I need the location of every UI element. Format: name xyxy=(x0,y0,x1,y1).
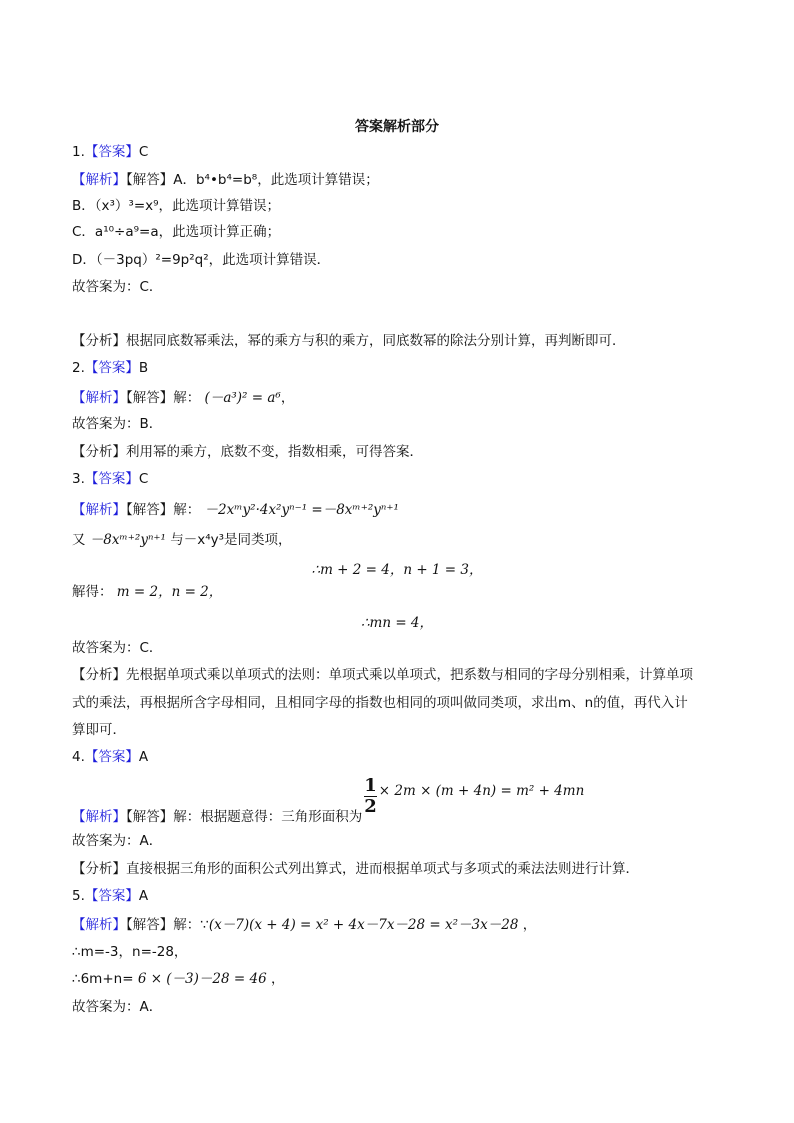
q1-conclusion: 故答案为：C． xyxy=(72,279,163,295)
q5-compute: ∴6m+n= 6 × (－3)－28 = 46 ， xyxy=(72,971,285,987)
q1-option-b: B．（x³）³=x⁹，此选项计算错误； xyxy=(72,198,281,214)
q3-reason-2: 式的乘法，再根据所含字母相同，且相同字母的指数也相同的项叫做同类项，求出m、n的值，再代入计 xyxy=(72,695,688,711)
q3-conclusion: 故答案为：C． xyxy=(72,640,163,656)
q1-option-d: D．（－3pq）²=9p²q²，此选项计算错误． xyxy=(72,252,331,268)
q2-solution: 【解析】【解答】解： (－a³)² = a⁶， xyxy=(72,390,295,406)
q5-conclusion: 故答案为：A． xyxy=(72,999,163,1015)
q1-reason: 【分析】根据同底数幂乘法，幂的乘方与积的乘方，同底数幂的除法分别计算，再判断即可． xyxy=(72,333,626,349)
q1-answer: 1.【答案】C xyxy=(72,144,149,160)
q5-answer: 5.【答案】A xyxy=(72,888,149,904)
q3-solve: 解得： m = 2，n = 2， xyxy=(72,584,223,600)
q3-like-terms: 又 －8xᵐ⁺²yⁿ⁺¹ 与－x⁴y³是同类项， xyxy=(72,532,292,548)
fraction: $\frac{1}{2}$ xyxy=(364,775,377,817)
q5-values: ∴m=-3，n=-28， xyxy=(72,944,188,960)
q3-result: ∴mn = 4， xyxy=(360,615,434,631)
q4-conclusion: 故答案为：A． xyxy=(72,833,163,849)
q3-answer: 3.【答案】C xyxy=(72,471,149,487)
page-title: 答案解析部分 xyxy=(355,119,439,135)
q3-reason-1: 【分析】先根据单项式乘以单项式的法则：单项式乘以单项式，把系数与相同的字母分别相乘，计算单项 xyxy=(72,667,693,683)
q3-solution: 【解析】【解答】解： －2xᵐy²·4x²yⁿ⁻¹ =－8xᵐ⁺²yⁿ⁺¹ xyxy=(72,502,399,518)
q3-equations: ∴m + 2 = 4，n + 1 = 3， xyxy=(311,562,483,578)
q2-answer: 2.【答案】B xyxy=(72,360,149,376)
q2-reason: 【分析】利用幂的乘方，底数不变，指数相乘，可得答案． xyxy=(72,444,423,460)
q1-solution: 【解析】【解答】A．b⁴•b⁴=b⁸，此选项计算错误； xyxy=(72,172,379,188)
q4-solution: 【解析】【解答】解：根据题意得：三角形面积为 $\frac{1}{2}$ × 2m × (m + 4n) = m² + 4mn xyxy=(72,775,585,825)
q5-solution: 【解析】【解答】解：∵(x－7)(x + 4) = x² + 4x－7x－28 = x²－3x－28 ， xyxy=(72,917,537,933)
q1-option-c: C．a¹⁰÷a⁹=a，此选项计算正确； xyxy=(72,224,281,240)
q4-reason: 【分析】直接根据三角形的面积公式列出算式，进而根据单项式与多项式的乘法法则进行计算． xyxy=(72,861,639,877)
q4-answer: 4.【答案】A xyxy=(72,749,149,765)
q3-reason-3: 算即可． xyxy=(72,722,126,738)
q2-conclusion: 故答案为：B． xyxy=(72,416,163,432)
